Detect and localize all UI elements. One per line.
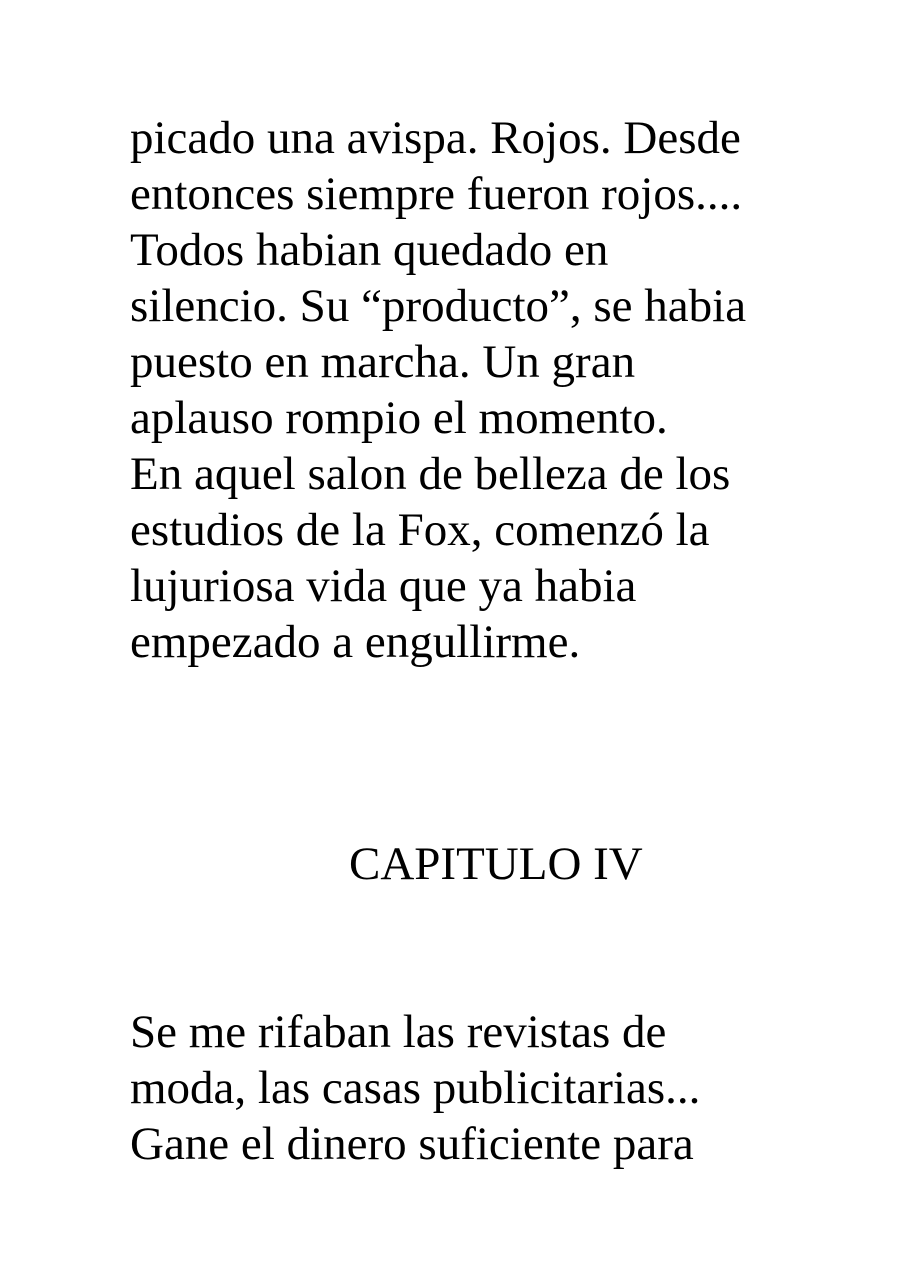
text-line: En aquel salon de belleza de los [130,448,731,500]
text-line: Gane el dinero suficiente para [130,1118,694,1170]
text-line: Se me rifaban las revistas de [130,1006,667,1058]
text-line: moda, las casas publicitarias... [130,1062,701,1114]
text-line: Todos habian quedado en [130,224,609,276]
text-line: lujuriosa vida que ya habia [130,560,637,612]
text-line: estudios de la Fox, comenzó la [130,504,710,556]
text-line: entonces siempre fueron rojos.... [130,168,743,220]
text-line: silencio. Su “producto”, se habia [130,280,747,332]
chapter-heading: CAPITULO IV [349,838,643,890]
text-line: aplauso rompio el momento. [130,392,668,444]
text-line: puesto en marcha. Un gran [130,336,636,388]
text-line: empezado a engullirme. [130,616,581,668]
text-line: picado una avispa. Rojos. Desde [130,112,741,164]
